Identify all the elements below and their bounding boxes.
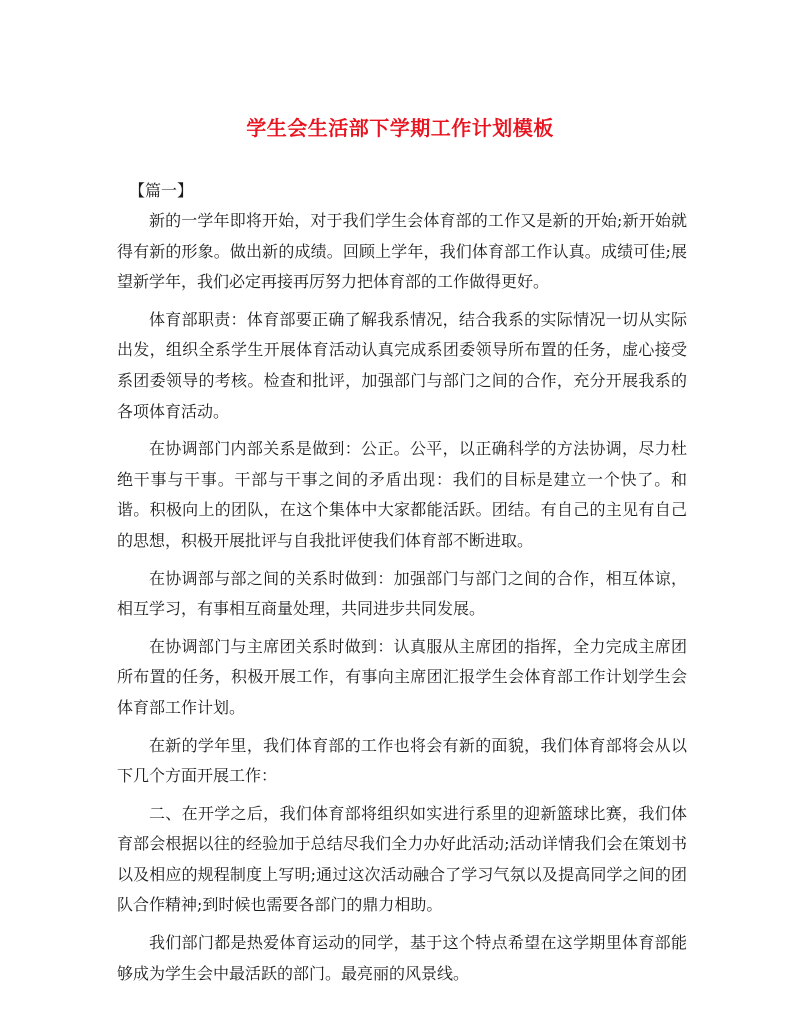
paragraph: 在协调部门内部关系是做到：公正。公平，以正确科学的方法协调，尽力杜绝干事与干事。干部与干事之间的矛盾出现：我们的目标是建立一个快了。和谐。积极向上的团队，在这个集体中大家都能活跃。团结。有自己的主见有自己的思想，积极开展批评与自我批评使我们体育部不断进取。	[117, 439, 687, 550]
paragraph: 二、在开学之后，我们体育部将组织如实进行系里的迎新篮球比赛，我们体育部会根据以往的经验加于总结尽我们全力办好此活动;活动详情我们会在策划书以及相应的规程制度上写明;通过这次活动融合了学习气氛以及提高同学之间的团队合作精神;到时候也需要各部门的鼎力相助。	[117, 803, 687, 915]
paragraph: 在协调部门与主席团关系时做到：认真服从主席团的指挥，全力完成主席团所布置的任务，积极开展工作，有事向主席团汇报学生会体育部工作计划学生会体育部工作计划。	[117, 636, 687, 717]
paragraph: 我们部门都是热爱体育运动的同学，基于这个特点希望在这学期里体育部能够成为学生会中最活跃的部门。最亮丽的风景线。	[117, 933, 687, 983]
paragraph: 在协调部与部之间的关系时做到：加强部门与部门之间的合作，相互体谅，相互学习，有事相互商量处理，共同进步共同发展。	[117, 568, 687, 619]
paragraph: 体育部职责：体育部要正确了解我系情况，结合我系的实际情况一切从实际出发，组织全系学生开展体育活动认真完成系团委领导所布置的任务，虚心接受系团委领导的考核。检查和批评，加强部门与部门之间的合作，充分开展我系的各项体育活动。	[117, 309, 687, 421]
section-label: 【篇一】	[129, 181, 194, 200]
paragraph: 在新的学年里，我们体育部的工作也将会有新的面貌，我们体育部将会从以下几个方面开展工作：	[117, 735, 687, 786]
document-body	[117, 176, 687, 996]
document-title: 学生会生活部下学期工作计划模板	[246, 116, 554, 140]
paragraph: 新的一学年即将开始，对于我们学生会体育部的工作又是新的开始;新开始就得有新的形象。做出新的成绩。回顾上学年，我们体育部工作认真。成绩可佳;展望新学年，我们必定再接再厉努力把体育部的工作做得更好。	[117, 211, 687, 292]
